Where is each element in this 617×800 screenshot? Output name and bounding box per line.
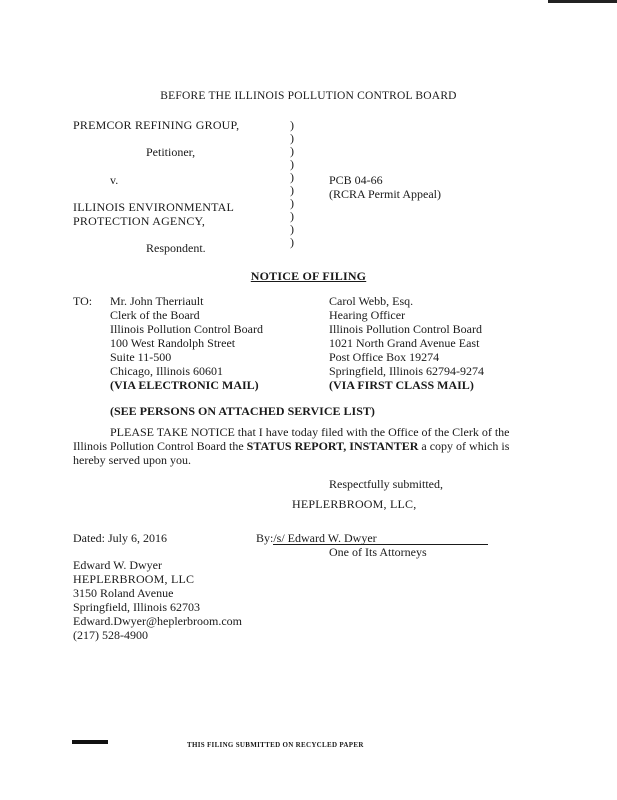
- recipient-right-line: Hearing Officer: [329, 308, 406, 322]
- contact-line: 3150 Roland Avenue: [73, 586, 174, 600]
- firm-name: HEPLERBROOM, LLC,: [292, 497, 417, 511]
- contact-line: HEPLERBROOM, LLC: [73, 572, 195, 586]
- notice-title: NOTICE OF FILING: [250, 269, 367, 283]
- respondent-label: Respondent.: [146, 241, 206, 255]
- case-type: (RCRA Permit Appeal): [329, 187, 441, 201]
- case-number: PCB 04-66: [329, 173, 383, 187]
- recipient-left-method: (VIA ELECTRONIC MAIL): [110, 378, 259, 392]
- recipient-left-line: Clerk of the Board: [110, 308, 200, 322]
- footer-note: THIS FILING SUBMITTED ON RECYCLED PAPER: [187, 741, 364, 749]
- versus: v.: [110, 173, 119, 187]
- paren: ): [290, 157, 294, 171]
- recipient-left-line: Chicago, Illinois 60601: [110, 364, 223, 378]
- scan-edge-mark: [548, 0, 617, 3]
- document-title: BEFORE THE ILLINOIS POLLUTION CONTROL BOARD: [160, 90, 457, 102]
- contact-block: [73, 558, 242, 642]
- paren: ): [290, 183, 294, 197]
- dated: Dated: July 6, 2016: [73, 531, 167, 545]
- footer-bar: [72, 740, 108, 744]
- recipient-right-line: 1021 North Grand Avenue East: [329, 336, 480, 350]
- recipient-right-line: Illinois Pollution Control Board: [329, 322, 483, 336]
- service-list-note: (SEE PERSONS ON ATTACHED SERVICE LIST): [110, 404, 375, 418]
- signature-line: [256, 531, 488, 545]
- recipient-right-method: (VIA FIRST CLASS MAIL): [329, 378, 474, 392]
- by-prefix: By:: [256, 531, 274, 545]
- contact-line: Edward.Dwyer@heplerbroom.com: [73, 614, 242, 628]
- petitioner-label: Petitioner,: [146, 145, 196, 159]
- document-name: STATUS REPORT, INSTANTER: [246, 439, 419, 453]
- recipient-left-line: 100 West Randolph Street: [110, 336, 236, 350]
- recipient-right-line: Springfield, Illinois 62794-9274: [329, 364, 484, 378]
- recipient-right-line: Post Office Box 19274: [329, 350, 440, 364]
- recipient-right-line: Carol Webb, Esq.: [329, 294, 414, 308]
- paren: ): [290, 118, 294, 132]
- recipient-right: [329, 294, 484, 392]
- recipient-left-line: Suite 11-500: [110, 350, 172, 364]
- signer-role: One of Its Attorneys: [329, 545, 427, 559]
- signer: /s/ Edward W. Dwyer: [273, 531, 377, 545]
- body-line-1: PLEASE TAKE NOTICE that I have today filed with the Office of the Clerk of the: [110, 425, 510, 439]
- contact-line: (217) 528-4900: [73, 628, 148, 642]
- paren: ): [290, 196, 294, 210]
- contact-line: Edward W. Dwyer: [73, 558, 162, 572]
- paren: ): [290, 209, 294, 223]
- caption-parentheses: [290, 119, 300, 249]
- paren: ): [290, 235, 294, 249]
- closing: Respectfully submitted,: [329, 477, 443, 491]
- signature-underline: [273, 532, 488, 545]
- respondent-line-1: ILLINOIS ENVIRONMENTAL: [73, 200, 235, 214]
- body-line-3: hereby served upon you.: [73, 453, 191, 467]
- paren: ): [290, 131, 294, 145]
- respondent-line-2: PROTECTION AGENCY,: [73, 214, 206, 228]
- body-line-2-end: a copy of which is: [418, 439, 510, 453]
- recipient-left-line: Illinois Pollution Control Board: [110, 322, 264, 336]
- recipient-left-line: Mr. John Therriault: [110, 294, 204, 308]
- paren: ): [290, 144, 294, 158]
- body-line-2: [73, 439, 509, 453]
- recipient-left: [110, 294, 263, 392]
- petitioner-name: PREMCOR REFINING GROUP,: [73, 118, 240, 132]
- paren: ): [290, 170, 294, 184]
- to-label: TO:: [73, 294, 93, 308]
- body-line-2-start: Illinois Pollution Control Board the: [73, 439, 247, 453]
- paren: ): [290, 222, 294, 236]
- contact-line: Springfield, Illinois 62703: [73, 600, 200, 614]
